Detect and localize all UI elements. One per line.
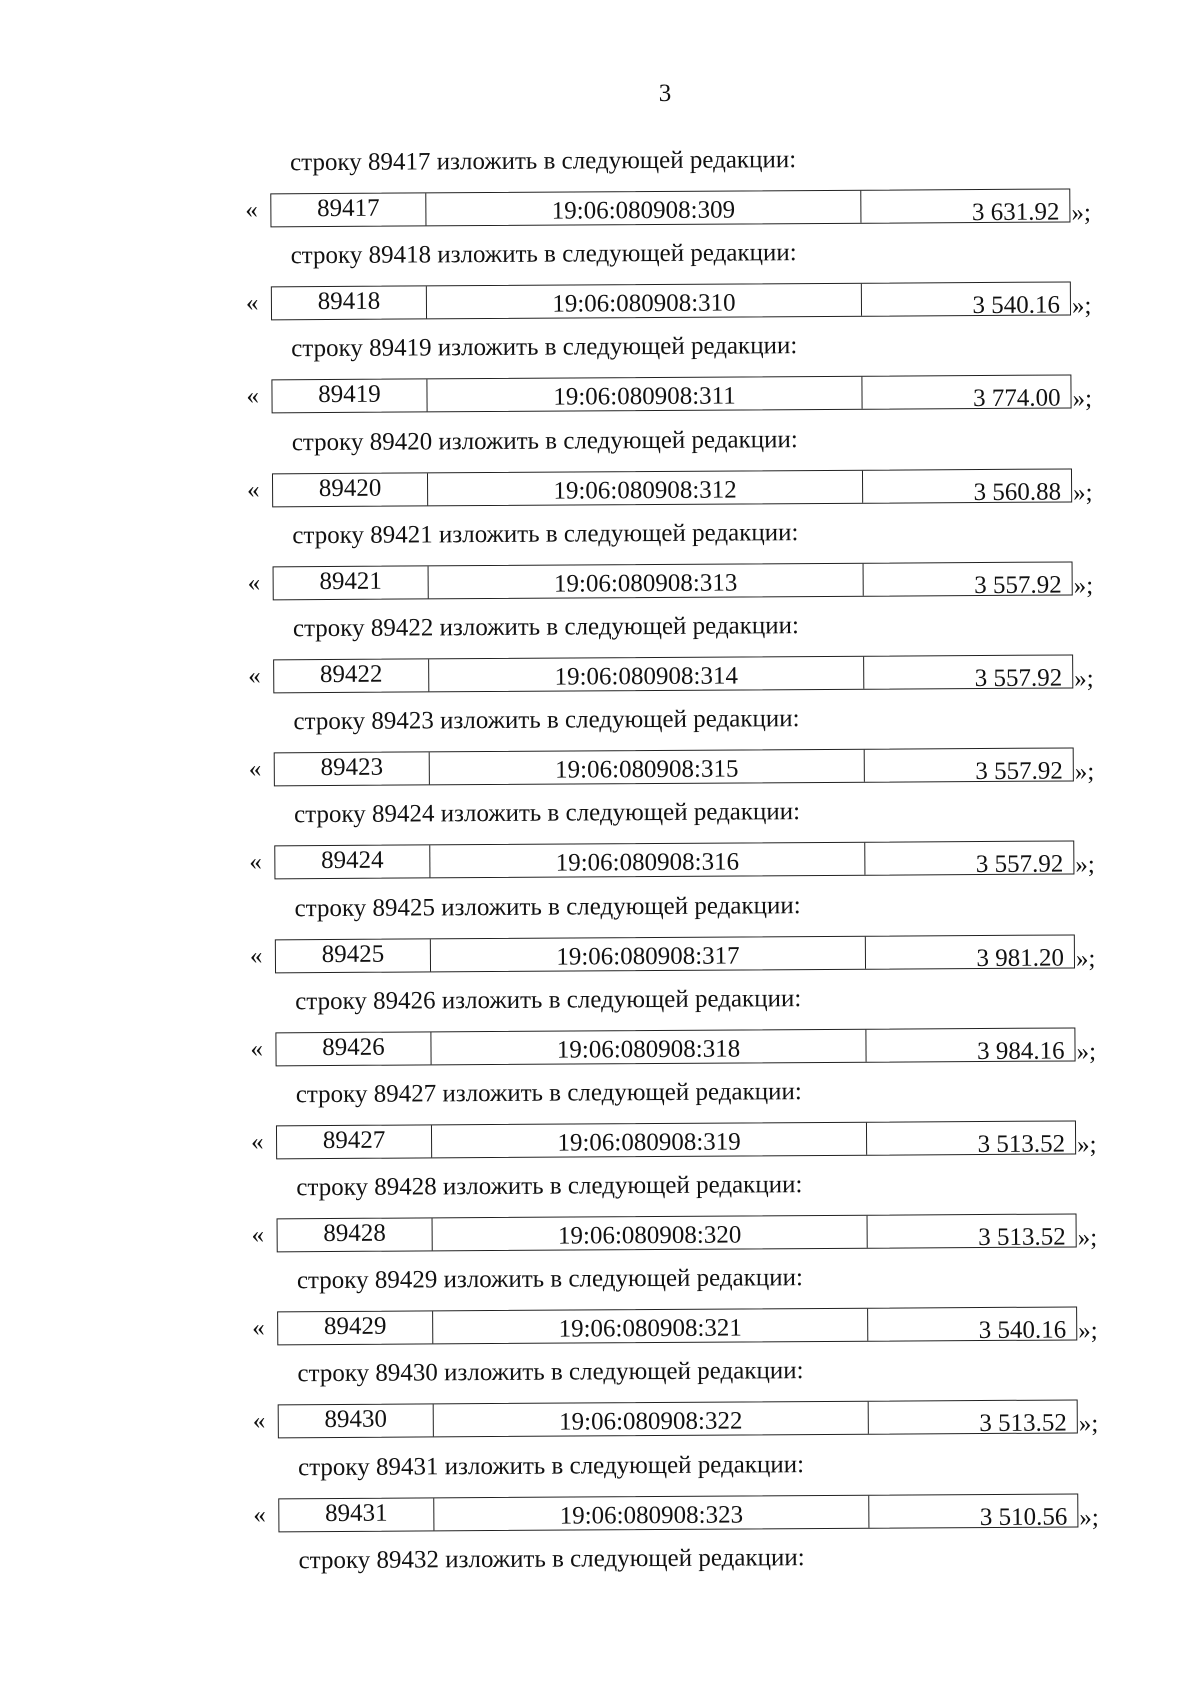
open-quote: « [249,848,262,876]
open-quote: « [251,1221,265,1249]
close-quote: »; [1077,1224,1098,1252]
row-number-cell: 89425 [276,939,431,972]
replacement-row [246,375,1106,416]
amendment-entry [6,1168,1200,1269]
amendment-entry [3,609,1200,710]
row-number-cell: 89423 [275,753,430,786]
row-number-cell: 89417 [271,193,426,226]
open-quote: « [248,755,262,783]
instruction-text: строку 89424 изложить в следующей редакции: [293,798,801,829]
close-quote: »; [1071,292,1092,320]
area-cell: 3 984.16 [976,1037,1065,1065]
area-cell: 3 774.00 [972,384,1061,413]
area-cell: 3 557.92 [975,850,1064,879]
row-number-cell: 89428 [278,1218,433,1251]
instruction-text: строку 89419 изложить в следующей редакции: [291,332,798,363]
amendment-entry [1,329,1200,430]
cadastral-number-cell: 19:06:080908:314 [429,657,864,692]
area-cell: 3 557.92 [974,571,1062,599]
instruction-text: строку 89426 изложить в следующей редакции: [295,984,802,1015]
instruction-text: строку 89421 изложить в следующей редакции: [292,518,799,549]
cadastral-number-cell: 19:06:080908:313 [429,563,864,598]
cadastral-number-cell: 19:06:080908:323 [434,1495,869,1530]
table-row [275,1027,1075,1066]
area-cell: 3 513.52 [978,1223,1066,1252]
close-quote: »; [1073,572,1094,600]
table-row [276,1120,1076,1159]
replacement-row [253,1400,1113,1441]
area-cell: 3 513.52 [977,1130,1066,1158]
amendment-entry [7,1261,1200,1362]
open-quote: « [250,1128,264,1156]
table-row [278,1400,1078,1439]
open-quote: « [248,662,261,690]
replacement-row [249,747,1109,788]
replacement-row [253,1493,1113,1534]
amendment-entry [3,702,1200,803]
open-quote: « [246,475,260,504]
close-quote: »; [1079,1503,1099,1532]
close-quote: »; [1075,944,1096,972]
close-quote: »; [1075,851,1095,879]
table-row [273,561,1073,600]
instruction-text: строку 89427 изложить в следующей редакции: [295,1077,802,1109]
area-cell: 3 631.92 [971,198,1060,227]
cadastral-number-cell: 19:06:080908:316 [430,843,865,878]
row-number-cell: 89418 [272,287,427,320]
area-cell: 3 513.52 [979,1409,1067,1438]
amendment-list [0,143,1200,1641]
row-number-cell: 89431 [279,1498,434,1531]
table-row [271,282,1071,321]
row-number-cell: 89424 [275,846,430,879]
cadastral-number-cell: 19:06:080908:310 [427,284,862,319]
open-quote: « [253,1501,266,1529]
area-cell: 3 560.88 [973,478,1062,506]
amendment-entry [7,1354,1200,1455]
amendment-entry [1,236,1200,337]
replacement-row [248,561,1108,602]
row-number-cell: 89427 [277,1125,432,1158]
close-quote: »; [1073,478,1093,507]
row-number-cell: 89421 [274,566,429,599]
open-quote: « [252,1314,265,1342]
row-number-cell: 89429 [278,1312,433,1345]
close-quote: »; [1078,1317,1098,1345]
table-row [274,841,1074,880]
instruction-text: строку 89418 изложить в следующей редакции: [290,239,797,270]
table-row [270,188,1070,227]
open-quote: « [247,569,261,597]
replacement-row [248,654,1108,695]
instruction-text: строку 89422 изложить в следующей редакции: [292,612,800,643]
row-number-cell: 89422 [274,659,429,692]
cadastral-number-cell: 19:06:080908:321 [433,1309,868,1344]
amendment-entry-trailing [9,1540,1200,1641]
amendment-entry [2,515,1200,616]
replacement-row [247,468,1107,509]
area-cell: 3 510.56 [979,1503,1068,1531]
close-quote: »; [1071,199,1091,227]
close-quote: »; [1074,665,1094,693]
amendment-entry [6,1075,1200,1176]
instruction-text: строку 89425 изложить в следующей редакции: [294,891,801,922]
area-cell: 3 540.16 [972,291,1061,320]
area-cell: 3 557.92 [974,664,1063,692]
cadastral-number-cell: 19:06:080908:322 [434,1402,869,1437]
cadastral-number-cell: 19:06:080908:317 [431,936,866,971]
instruction-text: строку 89428 изложить в следующей редакции: [296,1171,803,1202]
close-quote: »; [1076,1038,1097,1066]
amendment-entry [0,143,1200,244]
replacement-row [250,1027,1110,1068]
open-quote: « [250,1035,264,1063]
amendment-entry [5,981,1200,1082]
cadastral-number-cell: 19:06:080908:319 [432,1123,867,1158]
instruction-text: строку 89432 изложить в следующей редакции: [298,1543,805,1575]
replacement-row [252,1213,1112,1254]
open-quote: « [249,941,263,969]
replacement-row [249,841,1109,882]
replacement-row [245,188,1105,229]
amendment-entry [8,1447,1200,1548]
close-quote: »; [1074,758,1095,786]
row-number-cell: 89420 [273,473,428,506]
row-number-cell: 89430 [279,1405,434,1438]
open-quote: « [245,289,259,317]
table-row [277,1214,1077,1253]
cadastral-number-cell: 19:06:080908:311 [427,377,862,412]
cadastral-number-cell: 19:06:080908:320 [433,1216,868,1251]
cadastral-number-cell: 19:06:080908:315 [430,750,865,785]
replacement-row [252,1306,1112,1347]
replacement-row [251,1120,1111,1161]
table-row [277,1307,1077,1346]
table-row [278,1493,1078,1532]
table-row [274,748,1074,787]
instruction-text: строку 89431 изложить в следующей редакции: [297,1450,805,1481]
cadastral-number-cell: 19:06:080908:312 [428,470,863,505]
instruction-text: строку 89429 изложить в следующей редакции: [296,1264,804,1295]
instruction-text: строку 89420 изложить в следующей редакции: [291,425,798,456]
cadastral-number-cell: 19:06:080908:318 [431,1029,866,1064]
instruction-text: строку 89417 изложить в следующей редакции: [290,146,797,177]
table-row [272,468,1072,507]
cadastral-number-cell: 19:06:080908:309 [426,191,861,226]
row-number-cell: 89426 [276,1032,431,1065]
area-cell: 3 981.20 [976,944,1065,972]
amendment-entry [4,795,1200,896]
replacement-row [250,934,1110,975]
table-row [275,934,1075,973]
area-cell: 3 557.92 [975,757,1063,786]
open-quote: « [246,382,260,410]
close-quote: »; [1078,1410,1099,1438]
amendment-entry [5,888,1200,989]
instruction-text: строку 89430 изложить в следующей редакции: [297,1357,804,1388]
row-number-cell: 89419 [272,380,427,413]
open-quote: « [252,1407,266,1435]
area-cell: 3 540.16 [978,1316,1067,1345]
amendment-entry [2,422,1200,523]
replacement-row [246,281,1106,322]
table-row [273,654,1073,693]
open-quote: « [245,196,258,224]
page-number: 3 [658,80,672,107]
table-row [271,375,1071,414]
close-quote: »; [1072,385,1093,413]
close-quote: »; [1077,1131,1097,1159]
instruction-text: строку 89423 изложить в следующей редакции: [293,705,800,736]
